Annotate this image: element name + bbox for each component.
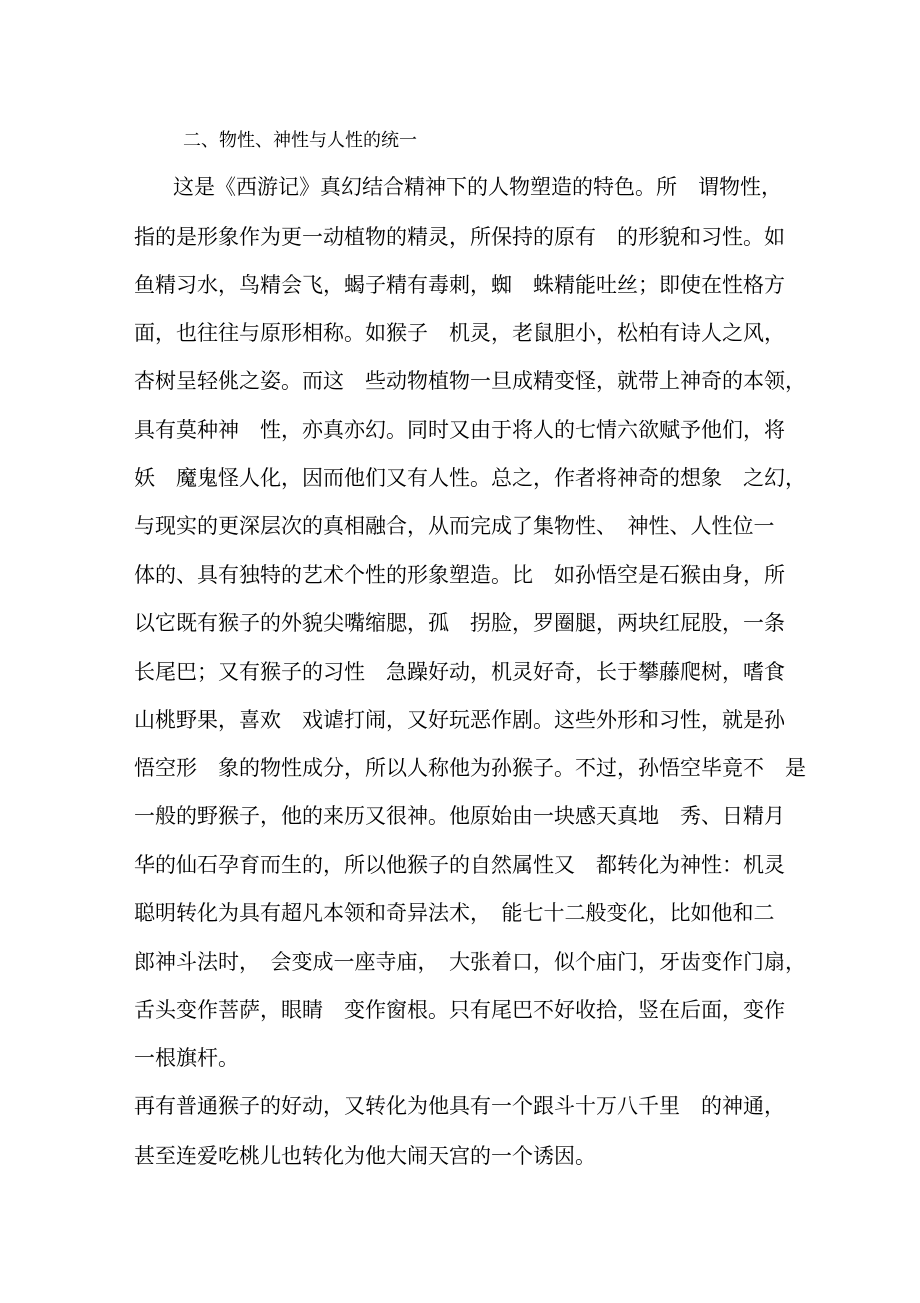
paragraph-line: 具有莫种神 性，亦真亦幻。同时又由于将人的七情六欲赋予他们，将 <box>134 418 785 442</box>
paragraph-line: 面，也往往与原形相称。如猴子 机灵，老鼠胆小，松柏有诗人之风， <box>134 321 785 345</box>
paragraph-line: 这是《西游记》真幻结合精神下的人物塑造的特色。所 谓物性， <box>173 175 782 199</box>
paragraph-line: 山桃野果，喜欢 戏谑打闹，又好玩恶作剧。这些外形和习性，就是孙 <box>134 708 785 732</box>
section-heading: 二、物性、神性与人性的统一 <box>183 130 417 151</box>
paragraph-line: 郎神斗法时， 会变成一座寺庙， 大张着口，似个庙门，牙齿变作门扇， <box>134 950 806 974</box>
paragraph-line: 鱼精习水，鸟精会飞，蝎子精有毒刺，蜘 蛛精能吐丝；即使在性格方 <box>134 273 785 297</box>
paragraph-line: 再有普通猴子的好动，又转化为他具有一个跟斗十万八千里 的神通， <box>134 1094 785 1118</box>
paragraph-line: 与现实的更深层次的真相融合，从而完成了集物性、 神性、人性位一 <box>134 514 775 538</box>
paragraph-line: 体的、具有独特的艺术个性的形象塑造。比 如孙悟空是石猴由身，所 <box>134 563 785 587</box>
paragraph-line: 甚至连爱吃桃儿也转化为他大闹天宫的一个诱因。 <box>134 1144 596 1168</box>
paragraph-line: 悟空形 象的物性成分，所以人称他为孙猴子。不过，孙悟空毕竟不 是 <box>134 756 806 780</box>
paragraph-line: 指的是形象作为更一动植物的精灵，所保持的原有 的形貌和习性。如 <box>134 225 785 249</box>
paragraph-line: 舌头变作菩萨，眼睛 变作窗根。只有尾巴不好收拾，竖在后面，变作 <box>134 998 785 1022</box>
paragraph-line: 一根旗杆。 <box>134 1046 239 1070</box>
paragraph-line: 杏树呈轻佻之姿。而这 些动物植物一旦成精变怪，就带上神奇的本领， <box>134 369 806 393</box>
paragraph-line: 妖 魔鬼怪人化，因而他们又有人性。总之，作者将神奇的想象 之幻， <box>134 466 806 490</box>
paragraph-line: 一般的野猴子，他的来历又很神。他原始由一块感天真地 秀、日精月 <box>134 804 785 828</box>
paragraph-line: 长尾巴；又有猴子的习性 急躁好动，机灵好奇，长于攀藤爬树，嗜食 <box>134 660 785 684</box>
paragraph-line: 以它既有猴子的外貌尖嘴缩腮，孤 拐脸，罗圈腿，两块红屁股，一条 <box>134 611 785 635</box>
paragraph-line: 聪明转化为具有超凡本领和奇异法术， 能七十二般变化，比如他和二 <box>134 901 775 925</box>
paragraph-line: 华的仙石孕育而生的，所以他猴子的自然属性又 都转化为神性：机灵 <box>134 853 785 877</box>
